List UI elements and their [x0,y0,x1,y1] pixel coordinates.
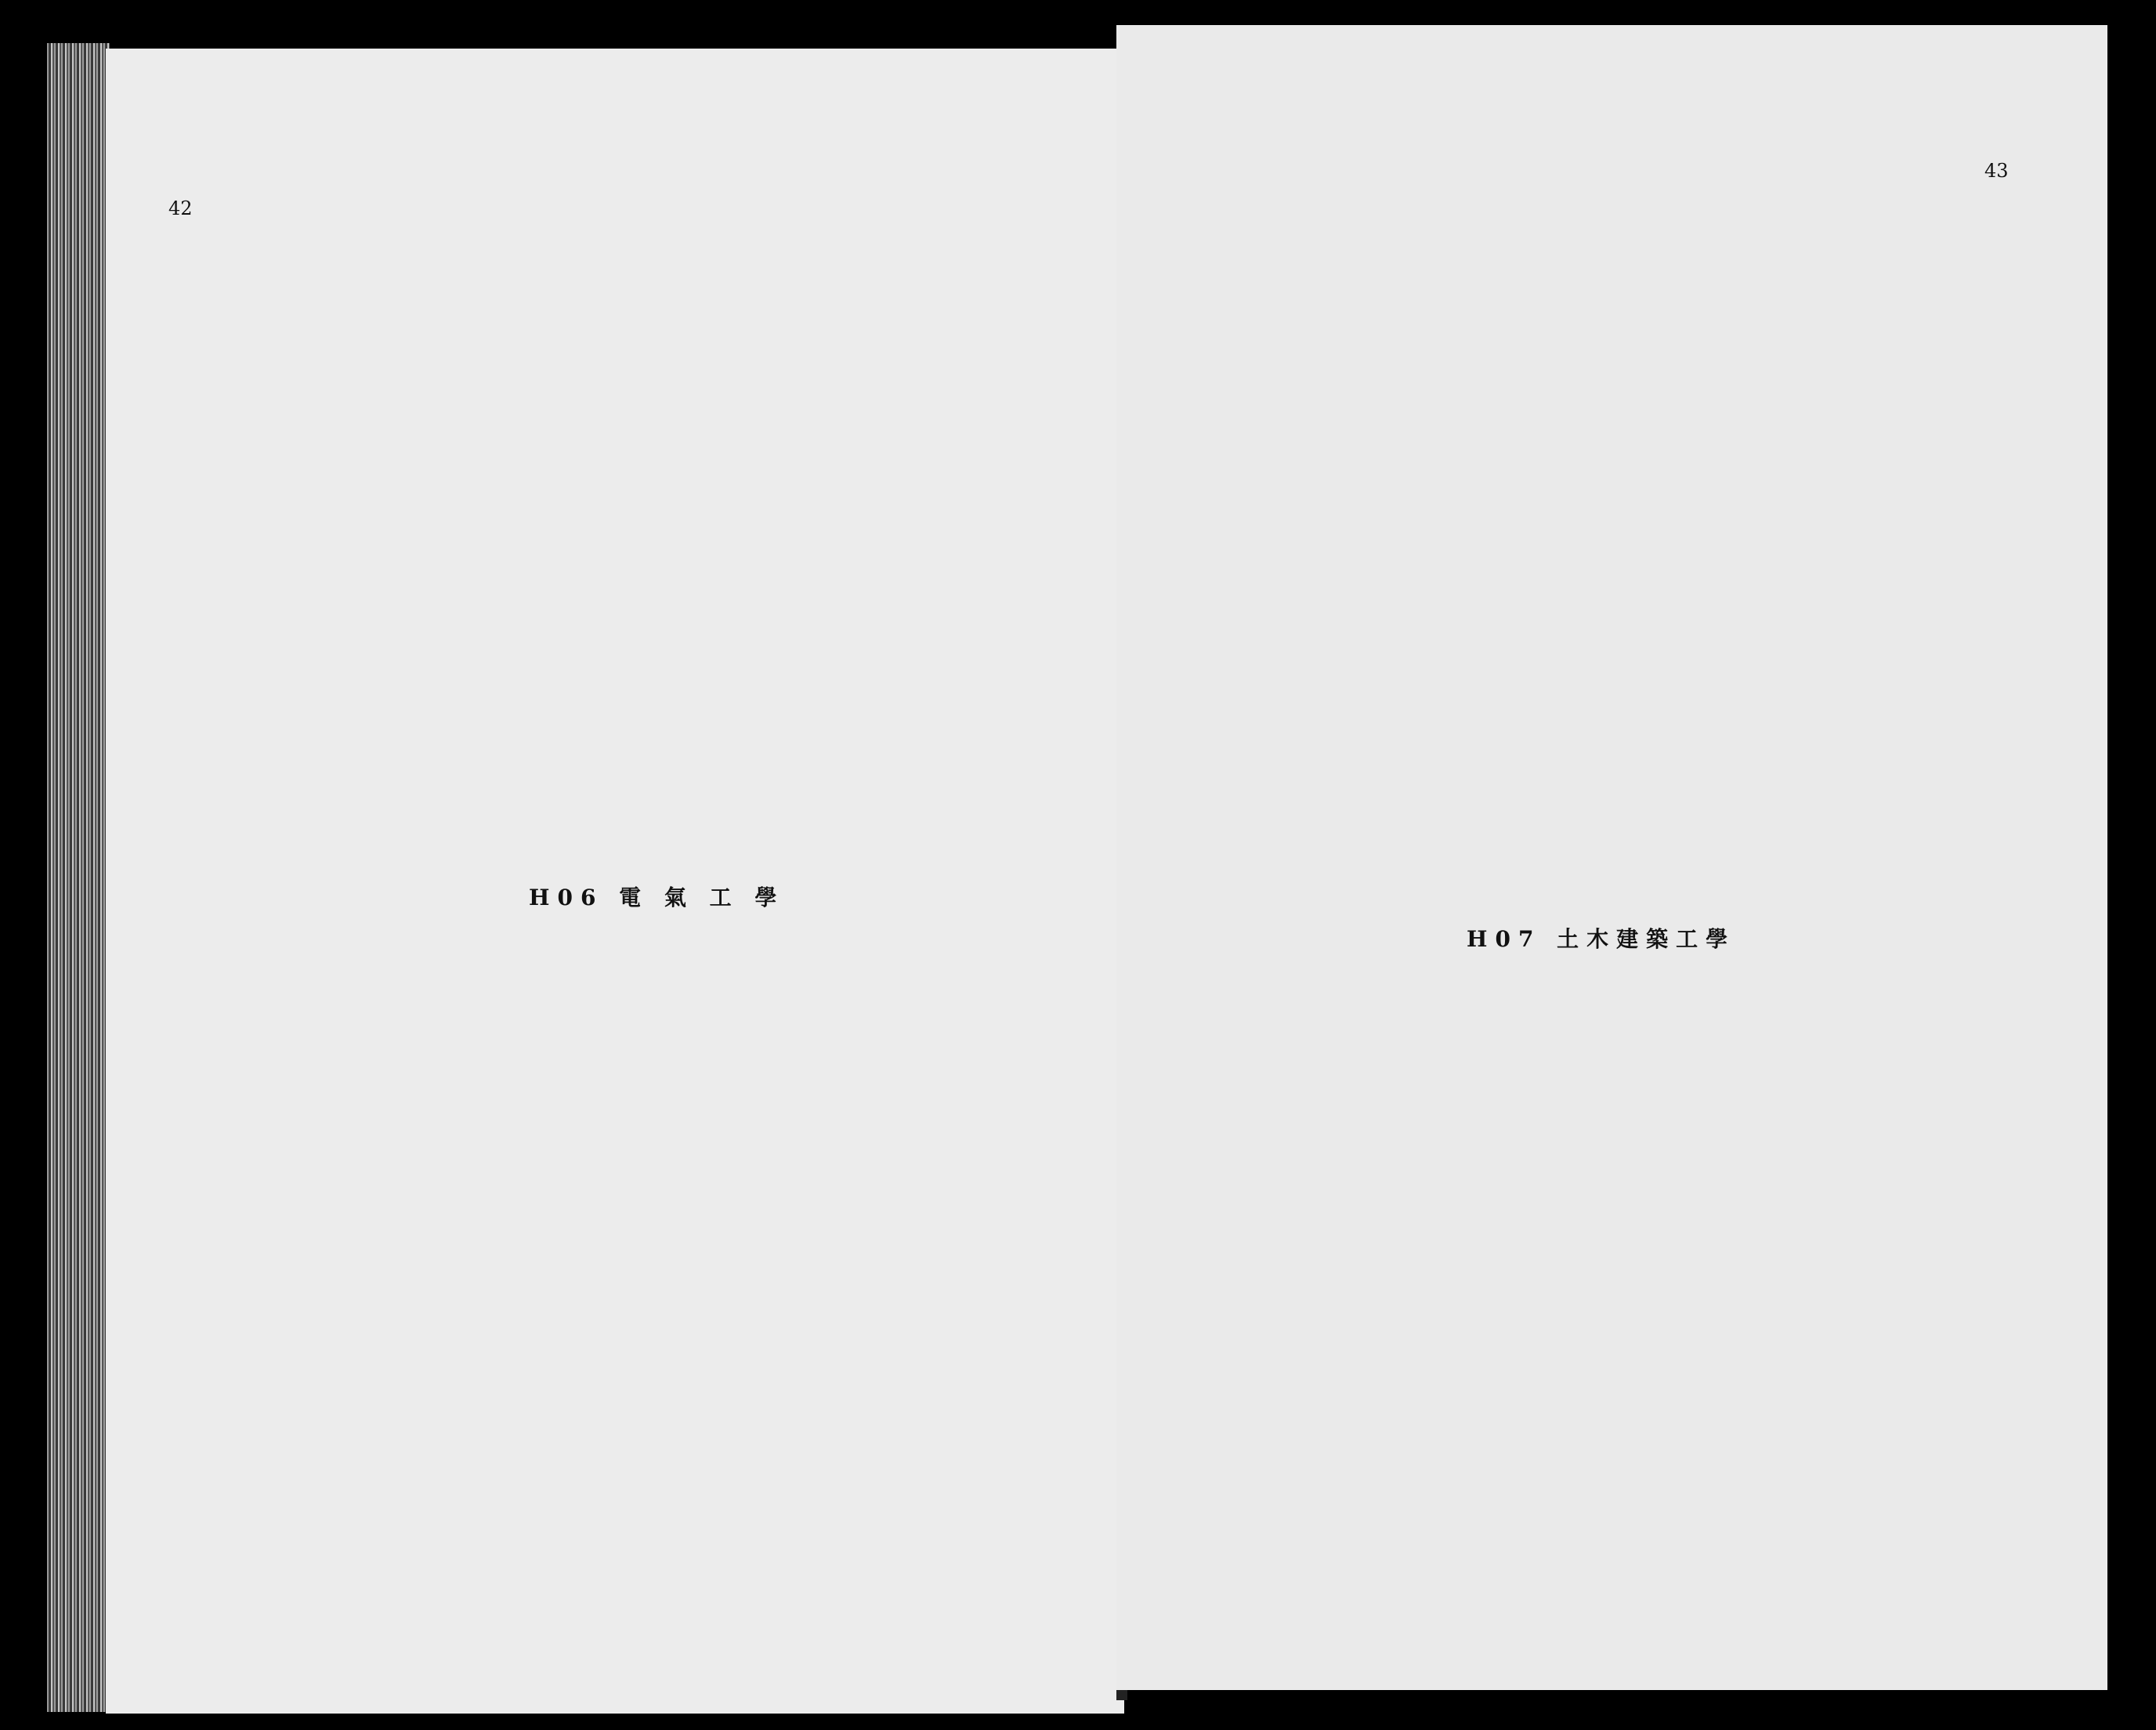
right-page [1116,25,2107,1690]
entry-row [106,1488,1124,1519]
entry-row [1116,545,2107,577]
entry-row [106,1529,1124,1561]
entry-row [1116,247,2107,278]
entry-row [106,1152,1124,1183]
entry-row [106,798,1124,829]
entry-row [106,1109,1124,1141]
entry-title [1328,1163,1337,1187]
entry-row [1116,993,2107,1024]
entry-title [384,508,393,532]
entry-row [1116,1435,2107,1467]
entry-row [106,422,1124,453]
entry-row [1116,1310,2107,1341]
entry-row [1116,674,2107,705]
entry-row [1116,460,2107,491]
entry-row [1116,503,2107,534]
entry-row [1116,716,2107,747]
entry-row [106,751,1124,782]
entry-title [397,1404,407,1428]
entry-row [106,650,1124,682]
entry-row [106,1446,1124,1477]
entry-row [1116,854,2107,885]
entry-row [1116,1395,2107,1426]
entry-row [106,552,1124,583]
entry-row [1116,1079,2107,1110]
entry-row [106,707,1124,738]
entry-row [1116,809,2107,840]
entry-row [106,508,1124,539]
entry-row [1116,1163,2107,1194]
entry-row [1116,418,2107,449]
entry-title [1336,1353,1345,1377]
section-title-h07: H07 土木建築工學 [1467,926,1736,952]
entry-row [1116,1120,2107,1152]
entry-row [1116,332,2107,364]
entry-row [106,465,1124,497]
entry-row [106,375,1124,406]
entry-title [1308,588,1318,613]
entry-row [106,942,1124,973]
entry-row [106,1236,1124,1267]
entry-title [1328,993,1337,1017]
entry-row [106,1194,1124,1225]
entry-row [106,329,1124,360]
entry-row [1116,759,2107,791]
entry-title [1308,289,1318,313]
entry-row [106,1068,1124,1099]
entry-row [106,1026,1124,1057]
entry-title [384,285,393,309]
entry-title [1336,1395,1345,1419]
entry-row [1116,1478,2107,1510]
entry-row [1116,289,2107,320]
entry-title [397,984,407,1008]
entry-title [384,238,393,262]
entry-row [1116,1520,2107,1551]
entry-row [1116,1036,2107,1067]
entry-row [106,1404,1124,1435]
entry-row [106,984,1124,1015]
entry-row [106,1362,1124,1393]
entry-row [1116,588,2107,620]
entry-title [1308,716,1318,740]
entry-title [384,465,393,490]
entry-row [1116,375,2107,406]
entry-row [106,1278,1124,1309]
entry-row [1116,204,2107,235]
entry-title [384,422,393,446]
section-title-h06: H06 電 氣 工 學 [529,885,785,910]
entry-row [106,238,1124,270]
entry-row [106,285,1124,317]
page-number-left: 42 [168,197,193,219]
entry-row [106,605,1124,636]
entry-title [397,1194,407,1218]
page-number-right: 43 [1984,160,2009,182]
entry-row [1116,631,2107,662]
left-page [106,49,1124,1714]
entry-row [1116,1353,2107,1384]
entry-row [106,1319,1124,1351]
book-page-edges [47,43,110,1712]
